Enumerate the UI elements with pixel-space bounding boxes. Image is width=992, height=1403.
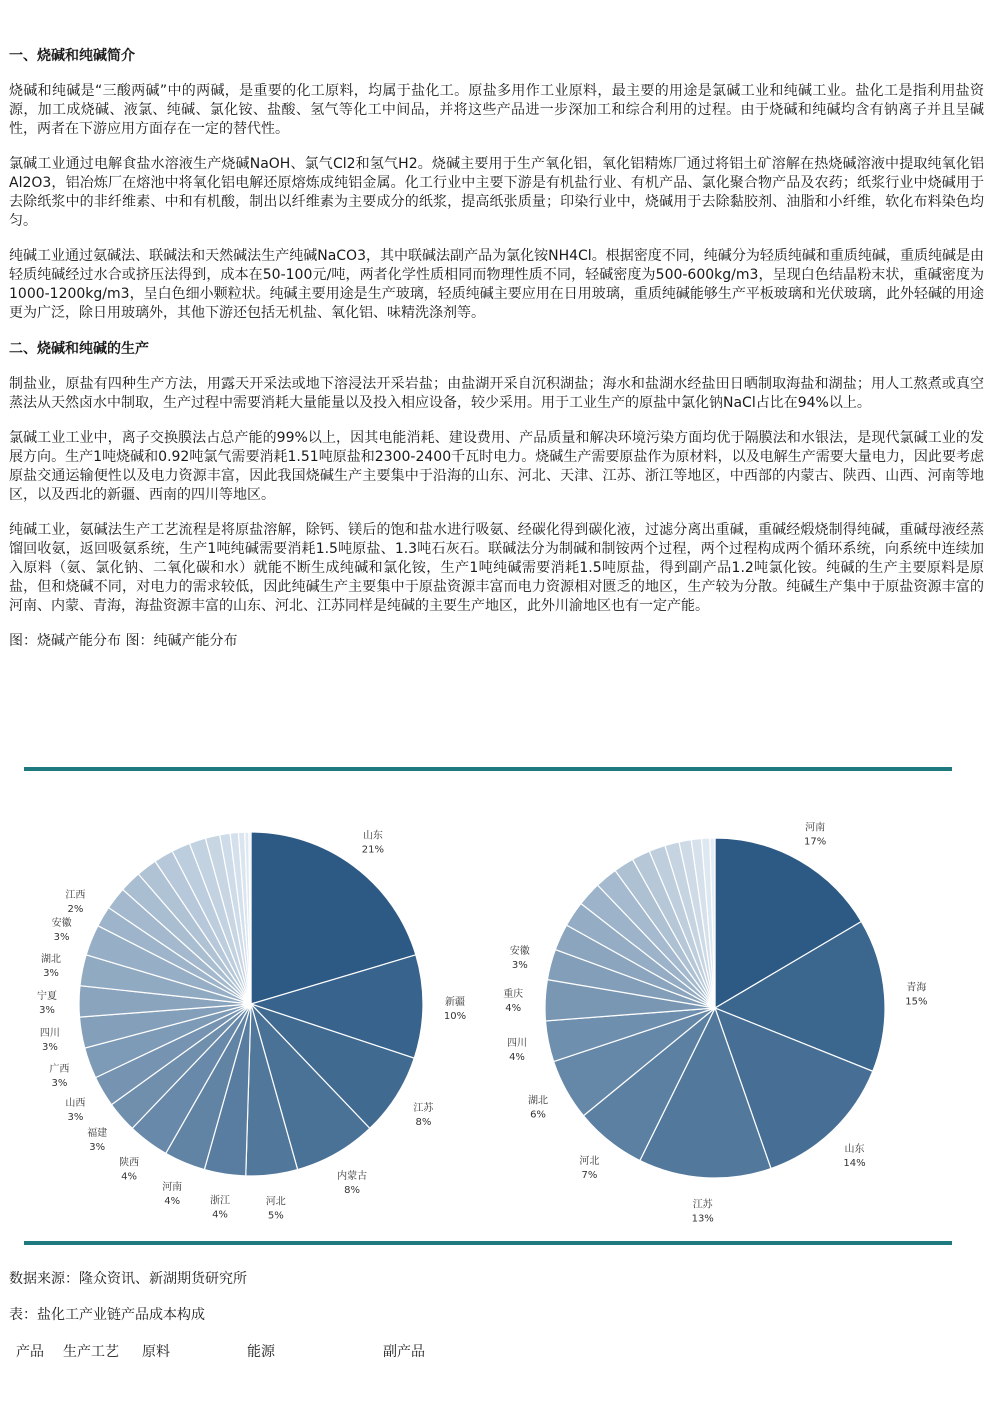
table-caption: 表：盐化工产业链产品成本构成: [9, 1307, 205, 1323]
pie-label-湖北: 湖北: [41, 953, 61, 965]
data-source: 数据来源：隆众资讯、新湖期货研究所: [9, 1271, 247, 1287]
figure-bottom-divider: [24, 1241, 952, 1245]
pie-label-四川: 四川: [39, 1028, 60, 1040]
pie-value-江苏: 8%: [415, 1117, 432, 1129]
section-2-paragraph-1: 制盐业，原盐有四种生产方法，用露天开采法或地下溶浸法开采岩盐；由盐湖开采自沉积湖盐；海水和盐湖水经盐田日晒制取海盐和湖盐；用人工熬煮或真空蒸法从天然卤水中制取，生产过程中需要消耗大量能量以及投入相应设备，较少采用。用于工业生产的原盐中氯化钠NaCl占比在94%以上。: [9, 376, 984, 411]
pie-value-浙江: 4%: [212, 1209, 228, 1221]
pie-value-广西: 3%: [51, 1078, 68, 1090]
pie-value-安徽: 3%: [511, 960, 528, 972]
pie-value-内蒙古: 8%: [344, 1185, 361, 1197]
pie-label-陕西: 陕西: [119, 1157, 140, 1169]
pie-label-山东: 山东: [844, 1144, 865, 1156]
figure-top-divider: [24, 767, 952, 771]
pie-value-青海: 15%: [905, 996, 928, 1008]
table-header-energy: 能源: [247, 1344, 275, 1360]
pie-value-山东: 14%: [843, 1158, 866, 1170]
pie-label-江苏: 江苏: [692, 1199, 713, 1211]
pie-label-福建: 福建: [87, 1128, 108, 1139]
pie-value-湖北: 3%: [43, 967, 59, 979]
pie-value-山西: 3%: [67, 1111, 84, 1123]
pie-label-安徽: 安徽: [51, 918, 72, 930]
soda-ash-capacity-pie: [488, 775, 952, 1239]
pie-value-宁夏: 3%: [39, 1004, 55, 1016]
pie-value-重庆: 4%: [505, 1002, 522, 1014]
pie-value-河南: 4%: [164, 1196, 181, 1208]
table-header-product: 产品: [16, 1344, 44, 1360]
section-2-paragraph-2: 氯碱工业工业中，离子交换膜法占总产能的99%以上，因其电能消耗、建设费用、产品质量和解决环境污染方面均优于隔膜法和水银法，是现代氯碱工业的发展方向。生产1吨烧碱和0.92吨氯气需要消耗1.51吨原盐和2300-2400千瓦时电力。烧碱生产需要原盐作为原材料，以及电解生产需要大量电力，因此要考虑原盐交通运输便性以及电力资源丰富，因此我国烧碱生产主要集中于沿海的山东、河北、天津、江苏、浙江等地区，中西部的内蒙古、陕西、山西、河南等地区，以及西北的新疆、西南的四川等地区。: [9, 430, 984, 503]
pie-value-福建: 3%: [89, 1142, 106, 1153]
pie-value-四川: 4%: [509, 1051, 525, 1063]
pie-label-江西: 江西: [65, 890, 86, 902]
document-body: [9, 46, 984, 667]
section-1-paragraph-1: 烧碱和纯碱是“三酸两碱”中的两碱，是重要的化工原料，均属于盐化工。原盐多用作工业原料，最主要的用途是氯碱工业和纯碱工业。盐化工是指利用盐资源，加工成烧碱、液氯、纯碱、氯化铵、盐酸、氢气等化工中间品，并将这些产品进一步深加工和综合利用的过程。由于烧碱和纯碱均含有钠离子并且呈碱性，两者在下游应用方面存在一定的替代性。: [9, 83, 984, 137]
table-header-raw-material: 原料: [142, 1344, 170, 1360]
pie-value-四川: 3%: [41, 1042, 58, 1054]
table-header-process: 生产工艺: [63, 1344, 119, 1360]
pie-value-湖北: 6%: [530, 1109, 546, 1121]
pie-value-新疆: 10%: [443, 1011, 467, 1023]
pie-value-河南: 17%: [803, 836, 827, 848]
pie-value-山东: 21%: [361, 844, 385, 856]
pie-label-湖北: 湖北: [528, 1095, 548, 1107]
pie-label-河北: 河北: [579, 1156, 600, 1168]
section-1-paragraph-2: 氯碱工业通过电解食盐水溶液生产烧碱NaOH、氯气Cl2和氢气H2。烧碱主要用于生产氧化铝，氧化铝精炼厂通过将铝土矿溶解在热烧碱溶液中提取纯氧化铝Al2O3，铝冶炼厂在熔池中将氧化铝电解还原熔炼成纯铝金属。化工行业中主要下游是有机盐行业、有机产品、氯化聚合物产品及农药；纸浆行业中烧碱用于去除纸浆中的非纤维素、中和有机酸，制出以纤维素为主要成分的纸浆，提高纸张质量；印染行业中，烧碱用于去除黏胶剂、油脂和小纤维，软化布料染色均匀。: [9, 156, 984, 229]
pie-label-河北: 河北: [265, 1196, 286, 1208]
section-1-paragraph-3: 纯碱工业通过氨碱法、联碱法和天然碱法生产纯碱NaCO3，其中联碱法副产品为氯化铵NH4Cl。根据密度不同，纯碱分为轻质纯碱和重质纯碱，重质纯碱是由轻质纯碱经过水合或挤压法得到，成本在50-100元/吨，两者化学性质相同而物理性质不同，轻碱密度为500-600kg/m3，呈现白色结晶粉末状，重碱密度为1000-1200kg/m3，呈白色细小颗粒状。纯碱主要用途是生产玻璃，轻质纯碱主要应用在日用玻璃，重质纯碱能够生产平板玻璃和光伏玻璃，此外轻碱的用途更为广泛，除日用玻璃外，其他下游还包括无机盐、氧化铝、味精洗涤剂等。: [9, 248, 984, 321]
pie-label-重庆: 重庆: [503, 988, 524, 1000]
pie-label-浙江: 浙江: [210, 1195, 230, 1207]
pie-label-河南: 河南: [162, 1182, 183, 1194]
pie-label-广西: 广西: [49, 1064, 70, 1076]
section-1-heading: 一、烧碱和纯碱简介: [9, 48, 135, 64]
pie-value-河北: 5%: [267, 1210, 284, 1222]
pie-label-安徽: 安徽: [509, 946, 530, 958]
pie-label-山西: 山西: [65, 1097, 86, 1109]
pie-label-内蒙古: 内蒙古: [337, 1171, 368, 1183]
pie-value-江西: 2%: [67, 904, 84, 916]
pie-value-江苏: 13%: [691, 1213, 714, 1225]
pie-label-江苏: 江苏: [413, 1103, 434, 1115]
pie-label-四川: 四川: [507, 1037, 527, 1049]
table-header-byproduct: 副产品: [383, 1344, 425, 1360]
figure-caption: 图：烧碱产能分布 图：纯碱产能分布: [9, 633, 238, 649]
pie-value-安徽: 3%: [53, 932, 70, 944]
section-2-heading: 二、烧碱和纯碱的生产: [9, 341, 149, 357]
pie-label-山东: 山东: [362, 830, 383, 842]
pie-label-新疆: 新疆: [445, 997, 465, 1009]
figure-panel: [24, 767, 952, 1247]
caustic-soda-capacity-pie: [24, 775, 488, 1239]
pie-value-陕西: 4%: [121, 1171, 138, 1183]
pie-label-宁夏: 宁夏: [37, 990, 57, 1002]
pie-value-河北: 7%: [581, 1170, 598, 1182]
section-2-paragraph-3: 纯碱工业，氨碱法生产工艺流程是将原盐溶解，除钙、镁后的饱和盐水进行吸氨、经碳化得到碳化液，过滤分离出重碱，重碱经煅烧制得纯碱，重碱母液经蒸馏回收氨，返回吸氨系统，生产1吨纯碱需要消耗1.5吨原盐、1.3吨石灰石。联碱法分为制碱和制铵两个过程，两个过程构成两个循环系统，向系统中连续加入原料（氨、氯化钠、二氧化碳和水）就能不断生成纯碱和氯化铵，生产1吨纯碱需要消耗1.5吨原盐，得到副产品1.2吨氯化铵。纯碱的生产主要原料是原盐，但和烧碱不同，对电力的需求较低，因此纯碱生产主要集中于原盐资源丰富而电力资源相对匮乏的地区，生产较为分散。纯碱生产集中于原盐资源丰富的河南、内蒙、青海，海盐资源丰富的山东、河北、江苏同样是纯碱的主要生产地区，此外川渝地区也有一定产能。: [9, 522, 984, 614]
pie-label-河南: 河南: [805, 822, 826, 834]
pie-label-青海: 青海: [906, 982, 927, 994]
